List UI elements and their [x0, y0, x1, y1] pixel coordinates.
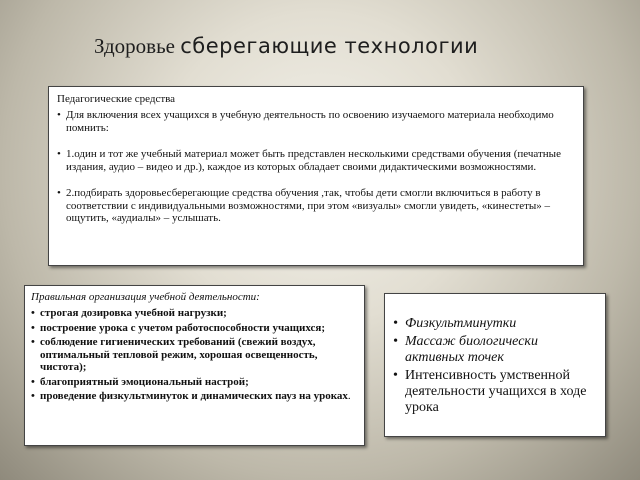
list-item: • строгая дозировка учебной нагрузки;	[31, 307, 358, 320]
list-item: • 1.один и тот же учебный материал может быть представлен несколькими средствами обучения (печатные издания, аудио – видео и др.), каждое из которых обладает своими дидактическими возможностями.	[57, 148, 575, 173]
list-item: • Физкультминутки	[393, 316, 599, 332]
list-item-end: .	[347, 390, 351, 402]
pedagogical-means-box	[48, 86, 584, 266]
physical-activity-box	[384, 293, 606, 437]
learning-organization-heading: Правильная организация учебной деятельности:	[31, 291, 260, 303]
slide-title-part1: Здоровье	[94, 34, 181, 58]
slide-title	[94, 34, 478, 59]
slide-title-part2: сберегающие технологии	[180, 34, 479, 58]
list-item: • Массаж биологически активных точек	[393, 334, 599, 366]
physical-activity-list	[393, 316, 599, 416]
list-item: • 2.подбирать здоровьесберегающие средства обучения ,так, чтобы дети смогли включиться в работу в соответствии с индивидуальными возможностями, при этом «визуалы» смогли увидеть, «кинестеты» – ощутить, «аудиалы» – услышать.	[57, 187, 575, 225]
list-item-bold-text: проведение физкультминуток и динамических пауз на уроках	[40, 390, 348, 402]
learning-organization-box	[24, 285, 365, 446]
list-item: • Для включения всех учащихся в учебную деятельность по освоению изучаемого материала необходимо помнить:	[57, 109, 575, 134]
list-item: • соблюдение гигиенических требований (свежий воздух, оптимальный тепловой режим, хорошая освещенность, чистота);	[31, 336, 358, 374]
list-item	[31, 390, 358, 403]
list-item: • благоприятный эмоциональный настрой;	[31, 376, 358, 389]
pedagogical-means-heading: Педагогические средства	[57, 93, 176, 105]
list-item: • построение урока с учетом работоспособности учащихся;	[31, 322, 358, 335]
learning-organization-list	[31, 307, 358, 403]
pedagogical-means-list	[57, 109, 575, 225]
list-item: • Интенсивность умственной деятельности учащихся в ходе урока	[393, 368, 599, 416]
